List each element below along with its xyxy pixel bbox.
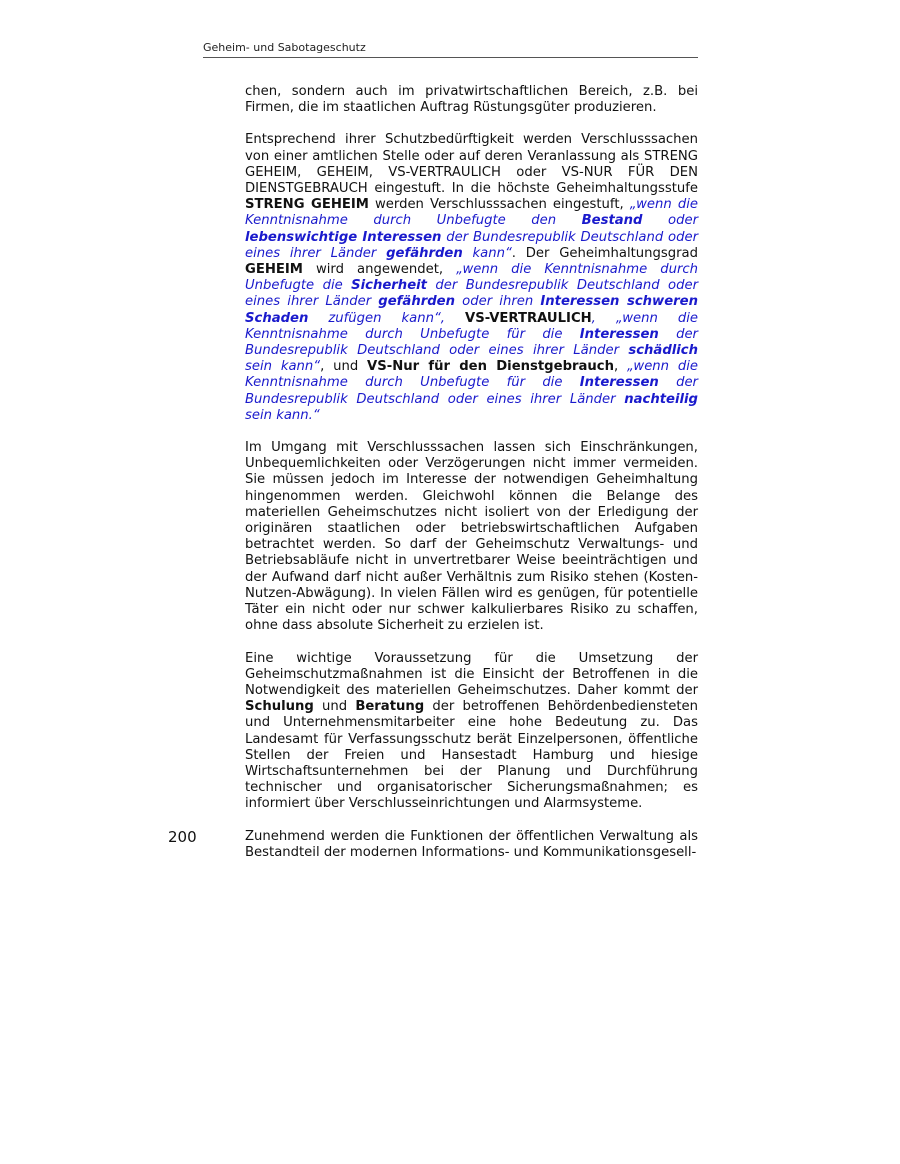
quote-geheim: „wenn die Kenntnisnahme durch Unbefugte die Sicherheit der Bundesrepublik Deutschland oder eines ihrer Länder gefährden oder ihren Interessen schweren Schaden zufügen kann“, — [245, 262, 698, 326]
body-text — [245, 84, 698, 877]
emphasis-schulung: Schulung — [245, 699, 314, 715]
text-run: werden Verschlusssachen eingestuft, — [368, 197, 630, 213]
classification-geheim: GEHEIM — [245, 262, 303, 278]
paragraph-1: chen, sondern auch im privatwirtschaftlichen Bereich, z.B. bei Firmen, die im staatlichen Auftrag Rüstungsgüter produzieren. — [245, 84, 698, 116]
classification-streng-geheim: STRENG GEHEIM — [245, 197, 369, 213]
running-header-title: Geheim- und Sabotageschutz — [203, 41, 366, 54]
page-number: 200 — [168, 828, 197, 846]
paragraph-2: Entsprechend ihrer Schutzbedürftigkeit werden Verschlusssachen von einer amtlichen Stelle oder auf deren Veranlassung als STRENG GEHEIM, GEHEIM, VS-VERTRAULICH oder VS-NUR FÜR DEN DIENSTGEBRAUCH eingestuft. In die höchste Geheimhaltungsstufe STRENG GEHEIM werden Verschlusssachen eingestuft, „wenn die Kenntnisnahme durch Unbefugte den Bestand oder lebenswichtige Interessen der Bundesrepublik Deutschland oder eines ihrer Länder gefährden kann“. Der Geheimhaltungsgrad GEHEIM wird angewendet, „wenn die Kenntnisnahme durch Unbefugte die Sicherheit der Bundesrepublik Deutschland oder eines ihrer Länder gefährden oder ihren Interessen schweren Schaden zufügen kann“, VS-VERTRAULICH, „wenn die Kenntnisnahme durch Unbefugte für die Interessen der Bundesrepublik Deutschland oder eines ihrer Länder schädlich sein kann“, und VS-Nur für den Dienstgebrauch, „wenn die Kenntnisnahme durch Unbefugte für die Interessen der Bundesrepublik Deutschland oder eines ihrer Länder nachteilig sein kann.“ — [245, 132, 698, 423]
text-run: . Der Geheimhaltungsgrad — [511, 245, 698, 261]
text-run: , und — [320, 359, 368, 375]
quote-vs-vertraulich: , „wenn die Kenntnisnahme durch Unbefugte für die Interessen der Bundesrepublik Deutschland oder eines ihrer Länder schädlich sein kann“ — [245, 310, 698, 375]
paragraph-4: Eine wichtige Voraussetzung für die Umsetzung der Geheimschutzmaßnahmen ist die Einsicht der Betroffenen in die Notwendigkeit des materiellen Geheimschutzes. Daher kommt der Schulung und Beratung der betroffenen Behördenbediensteten und Unternehmensmitarbeiter eine hohe Bedeutung zu. Das Landesamt für Verfassungsschutz berät Einzelpersonen, öffentliche Stellen der Freien und Hansestadt Hamburg und hiesige Wirtschaftsunternehmen bei der Planung und Durchführung technischer und organisatorischer Sicherungsmaßnahmen; es informiert über Verschlusseinrichtungen und Alarmsysteme. — [245, 650, 698, 812]
emphasis-beratung: Beratung — [355, 699, 425, 715]
quote-streng-geheim: „wenn die Kenntnisnahme durch Unbefugte den Bestand oder lebenswichtige Interessen der Bundesrepublik Deutschland oder eines ihrer Länder gefährden kann“ — [245, 197, 698, 261]
text-run: wird angewendet, — [302, 262, 457, 278]
classification-vs-vertraulich: VS-VERTRAULICH — [464, 310, 592, 326]
quote-vs-nfd: „wenn die Kenntnisnahme durch Unbefugte für die Interessen der Bundesrepublik Deutschland oder eines ihrer Länder nachteilig sein kann.“ — [245, 359, 698, 423]
running-header — [203, 41, 698, 58]
text-run: Entsprechend ihrer Schutzbedürftigkeit werden Verschlusssachen von einer amtlichen Stelle oder auf deren Veranlassung als STRENG GEHEIM, GEHEIM, VS-VERTRAULICH oder VS-NUR FÜR DEN DIENSTGEBRAUCH eingestuft. In die höchste Geheimhaltungsstufe — [245, 132, 698, 197]
classification-vs-nfd: VS-Nur für den Dienstgebrauch — [367, 359, 615, 375]
paragraph-3: Im Umgang mit Verschlusssachen lassen sich Einschränkungen, Unbequemlichkeiten oder Verzögerungen nicht immer vermeiden. Sie müssen jedoch im Interesse der notwendigen Geheimhaltung hingenommen werden. Gleichwohl können die Belange des materiellen Geheimschutzes nicht isoliert von der Erledigung der originären staatlichen oder betriebswirtschaftlichen Aufgaben betrachtet werden. So darf der Geheimschutz Verwaltungs- und Betriebsabläufe nicht in unvertretbarer Weise beeinträchtigen und der Aufwand darf nicht außer Verhältnis zum Risiko stehen (Kosten-Nutzen-Abwägung). In vielen Fällen wird es genügen, für potentielle Täter ein nicht oder nur schwer kalkulierbares Risiko zu schaffen, ohne dass absolute Sicherheit zu erzielen ist. — [245, 440, 698, 634]
paragraph-5: Zunehmend werden die Funktionen der öffentlichen Verwaltung als Bestandteil der modernen Informations- und Kommunikationsgesell- — [245, 828, 698, 860]
